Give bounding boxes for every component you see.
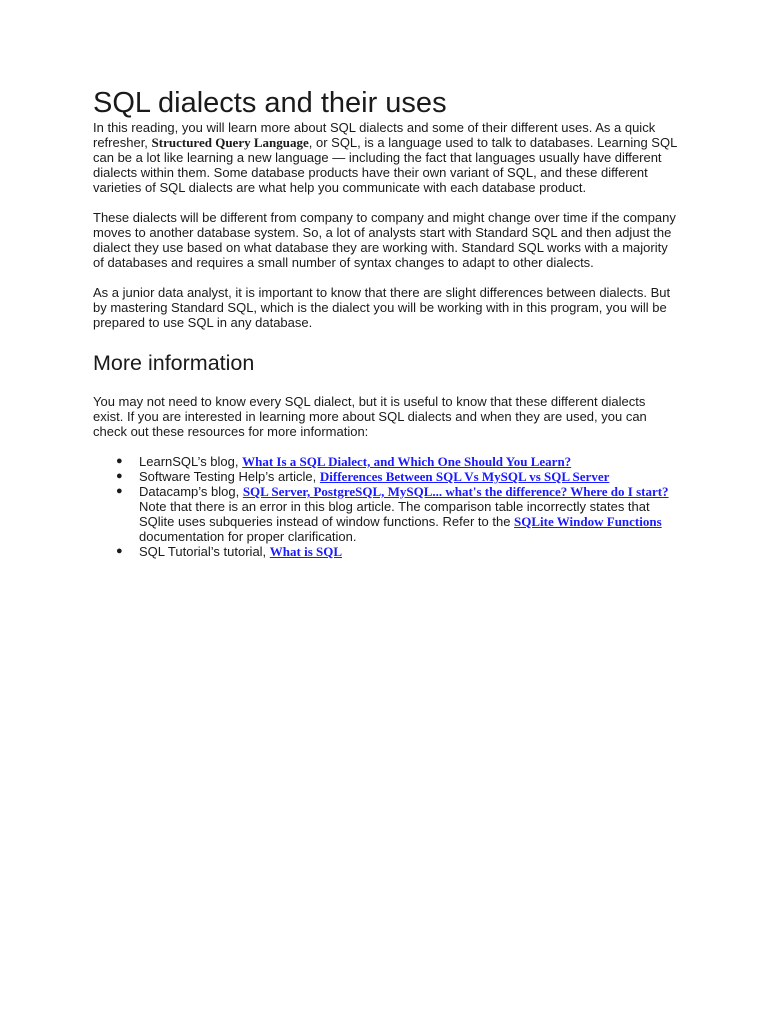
bullet-icon: ● — [116, 470, 123, 482]
resource-suffix: documentation for proper clarification. — [139, 529, 357, 544]
link-sql-tutorial[interactable]: What is SQL — [269, 544, 343, 559]
resource-note: Note that there is an error in this blog article. The comparison table incorrectly states that SQlite uses subqueries instead of window functions. Refer to the — [139, 499, 650, 529]
list-item — [116, 469, 677, 484]
intro-term: Structured Query Language — [151, 135, 309, 150]
resource-prefix: LearnSQL’s blog, — [139, 454, 243, 469]
intro-text-after: , or SQL, is a language used to talk to databases. Learning SQL can be a lot like learning a new language — including the fact that languages usually have different dialects within them. Some database products have their own variant of SQL, and these different varieties of SQL dialects are what help you communicate with each database product. — [93, 135, 677, 195]
dialects-paragraph: These dialects will be different from company to company and might change over time if the company moves to another database system. So, a lot of analysts start with Standard SQL and then adjust the dialect they use based on what database they are working with. Standard SQL works with a majority of databases and requires a small number of syntax changes to adapt to other dialects. — [93, 210, 676, 270]
more-info-paragraph: You may not need to know every SQL dialect, but it is useful to know that these different dialects exist. If you are interested in learning more about SQL dialects and when they are used, you can check out these resources for more information: — [93, 394, 647, 439]
section-heading-more-information: More information — [93, 351, 255, 375]
document-page — [93, 86, 677, 559]
resource-prefix: Software Testing Help’s article, — [139, 469, 320, 484]
link-learnsql[interactable]: What Is a SQL Dialect, and Which One Should You Learn? — [242, 454, 572, 469]
bullet-icon: ● — [116, 485, 123, 497]
link-sqlite-window-functions[interactable]: SQLite Window Functions — [514, 514, 662, 529]
resource-prefix: SQL Tutorial’s tutorial, — [139, 544, 270, 559]
link-software-testing-help[interactable]: Differences Between SQL Vs MySQL vs SQL Server — [319, 469, 610, 484]
intro-text-before: In this reading, you will learn more about SQL dialects and some of their different uses. As a quick refresher, — [93, 120, 656, 150]
resource-prefix: Datacamp’s blog, — [139, 484, 243, 499]
page-title: SQL dialects and their uses — [93, 87, 447, 119]
list-item — [116, 484, 677, 544]
list-item — [116, 454, 677, 469]
intro-paragraph — [93, 120, 677, 195]
resource-list — [93, 454, 677, 559]
bullet-icon: ● — [116, 455, 123, 467]
bullet-icon: ● — [116, 545, 123, 557]
junior-analyst-paragraph: As a junior data analyst, it is important to know that there are slight differences between dialects. But by mastering Standard SQL, which is the dialect you will be working with in this program, you will be prepared to use SQL in any database. — [93, 285, 671, 330]
list-item — [116, 544, 677, 559]
link-datacamp[interactable]: SQL Server, PostgreSQL, MySQL... what's the difference? Where do I start? — [242, 484, 669, 499]
